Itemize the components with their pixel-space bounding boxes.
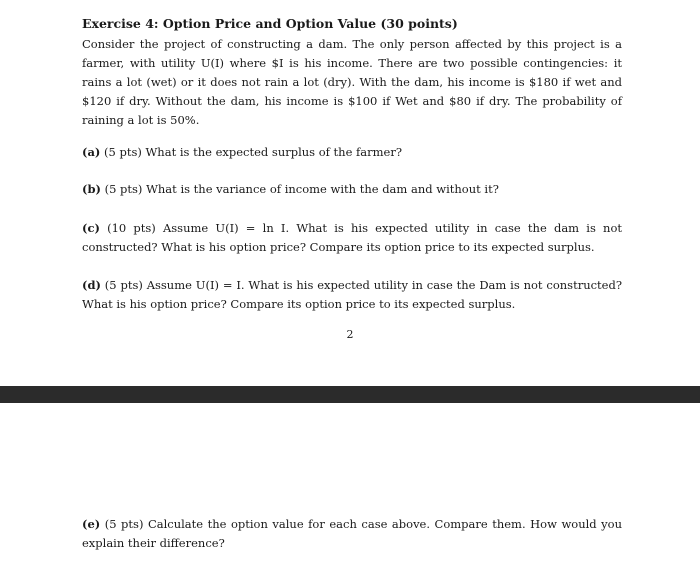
exercise-intro: Consider the project of constructing a dam. The only person affected by this project is a farmer, with utility U(I) where $I is his income. There are two possible contingencies: it rains a lot (wet) or it does not rain a lot (dry). With the dam, his income is $180 if wet and $120 if dry. Without the dam, his income is $100 if Wet and $80 if dry. The probability of raining a lot is 50%. — [82, 37, 622, 127]
page-number: 2 — [346, 328, 354, 341]
question-a-text: (5 pts) What is the expected surplus of the farmer? — [104, 145, 403, 159]
question-d — [82, 276, 622, 314]
question-d-text: (5 pts) Assume U(I) = I. What is his expected utility in case the Dam is not constructed? What is his option price? Compare its option price to its expected surplus. — [82, 278, 622, 311]
question-a — [82, 143, 622, 162]
question-c-label: (c) — [82, 221, 100, 235]
question-e — [82, 515, 622, 553]
question-c — [82, 219, 622, 257]
question-b — [82, 180, 622, 199]
question-c-text: (10 pts) Assume U(I) = ln I. What is his expected utility in case the dam is not constructed? What is his option price? Compare its option price to its expected surplus. — [82, 221, 623, 254]
question-e-label: (e) — [82, 516, 101, 531]
question-a-label: (a) — [82, 145, 101, 159]
exercise-title: Exercise 4: Option Price and Option Value (30 points) — [82, 16, 458, 31]
question-e-text: (5 pts) Calculate the option value for each case above. Compare them. How would you explain their difference? — [82, 516, 623, 550]
question-d-label: (d) — [82, 278, 101, 292]
question-b-label: (b) — [82, 182, 101, 196]
exercise-content — [82, 14, 622, 314]
page-divider — [0, 386, 700, 403]
question-b-text: (5 pts) What is the variance of income with the dam and without it? — [104, 182, 499, 196]
